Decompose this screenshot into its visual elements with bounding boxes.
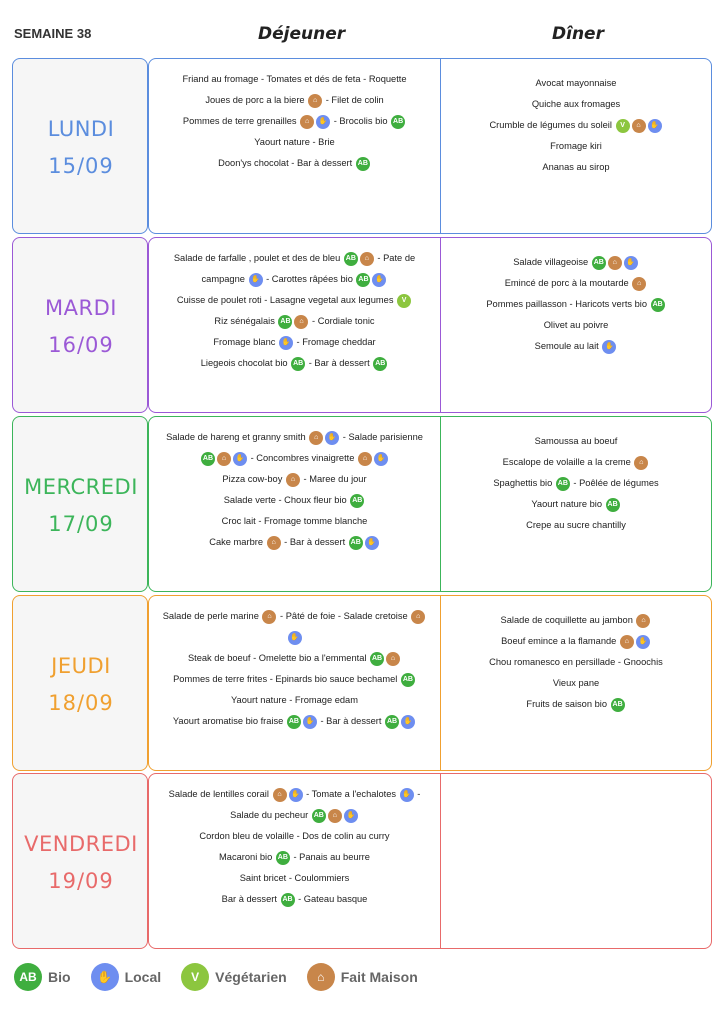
bio-icon: AB	[281, 893, 295, 907]
menu-line	[149, 448, 440, 469]
menu-line	[441, 115, 711, 136]
dish-text: Chou romanesco en persillade - Gnoochis	[489, 657, 663, 667]
local-icon: ✋	[401, 715, 415, 729]
local-icon: ✋	[602, 340, 616, 354]
legend-bio-label: Bio	[48, 969, 71, 985]
dish-text: Cuisse de poulet roti - Lasagne vegetal aux legumes	[176, 295, 397, 305]
lunch-menu-list	[149, 606, 440, 732]
dish-text: - Bar à dessert	[281, 537, 348, 547]
local-icon: ✋	[316, 115, 330, 129]
menu-line	[441, 157, 711, 178]
bio-icon: AB	[391, 115, 405, 129]
homemade-icon: ⌂	[307, 963, 335, 991]
dish-text: - Cordiale tonic	[309, 316, 375, 326]
dish-text: Yaourt nature bio	[531, 499, 605, 509]
homemade-icon: ⌂	[411, 610, 425, 624]
local-icon: ✋	[91, 963, 119, 991]
local-icon: ✋	[249, 273, 263, 287]
dish-text: Fromage kiri	[550, 141, 602, 151]
week-label: SEMAINE 38	[14, 26, 92, 41]
homemade-icon: ⌂	[300, 115, 314, 129]
dinner-column-header: Dîner	[552, 24, 604, 44]
lunch-menu-list	[149, 69, 440, 174]
dish-text: Saint bricet - Coulommiers	[239, 873, 350, 883]
dish-text: - Pate de	[374, 253, 416, 263]
menu-line	[441, 315, 711, 336]
bio-icon: AB	[592, 256, 606, 270]
menu-line	[441, 136, 711, 157]
local-icon: ✋	[344, 809, 358, 823]
bio-icon: AB	[287, 715, 301, 729]
dish-text: Semoule au lait	[534, 341, 602, 351]
dinner-menu-list	[441, 252, 711, 357]
dinner-menu-list	[441, 431, 711, 536]
menu-line	[441, 473, 711, 494]
dish-text: -	[414, 789, 421, 799]
dish-text: Salade verte - Choux fleur bio	[223, 495, 350, 505]
dinner-cell	[440, 773, 712, 949]
menu-line	[149, 248, 440, 269]
local-icon: ✋	[279, 336, 293, 350]
dish-text: - Maree du jour	[300, 474, 367, 484]
day-row-vendredi	[12, 773, 712, 952]
dish-text: - Concombres vinaigrette	[247, 453, 358, 463]
dish-text: Pommes paillasson - Haricots verts bio	[486, 299, 650, 309]
day-label-box	[12, 416, 148, 592]
menu-line	[441, 515, 711, 536]
homemade-icon: ⌂	[267, 536, 281, 550]
day-label-box	[12, 595, 148, 771]
local-icon: ✋	[325, 431, 339, 445]
local-icon: ✋	[288, 631, 302, 645]
menu-line	[441, 252, 711, 273]
menu-line	[149, 627, 440, 648]
day-row-jeudi	[12, 595, 712, 774]
homemade-icon: ⌂	[286, 473, 300, 487]
dish-text: Yaourt aromatise bio fraise	[172, 716, 286, 726]
bio-icon: AB	[401, 673, 415, 687]
menu-line	[441, 73, 711, 94]
dish-text: - Pâté de foie - Salade cretoise	[277, 611, 411, 621]
local-icon: ✋	[365, 536, 379, 550]
day-row-lundi	[12, 58, 712, 237]
day-label-box	[12, 237, 148, 413]
day-date: 18/09	[48, 691, 114, 715]
day-name: JEUDI	[51, 654, 111, 678]
vegetarian-icon: V	[616, 119, 630, 133]
menu-line	[441, 452, 711, 473]
day-date: 15/09	[48, 154, 114, 178]
lunch-cell	[148, 58, 441, 234]
dish-text: Vieux pane	[552, 678, 600, 688]
dinner-cell	[440, 595, 712, 771]
bio-icon: AB	[356, 157, 370, 171]
dish-text: Quiche aux fromages	[531, 99, 621, 109]
bio-icon: AB	[349, 536, 363, 550]
homemade-icon: ⌂	[358, 452, 372, 466]
menu-line	[441, 631, 711, 652]
dish-text: Ananas au sirop	[542, 162, 610, 172]
homemade-icon: ⌂	[217, 452, 231, 466]
dish-text: Yaourt nature - Brie	[254, 137, 335, 147]
bio-icon: AB	[350, 494, 364, 508]
menu-line	[441, 673, 711, 694]
menu-line	[149, 784, 440, 805]
bio-icon: AB	[651, 298, 665, 312]
dish-text: Fromage blanc	[213, 337, 278, 347]
day-name: VENDREDI	[24, 832, 138, 856]
day-label-box	[12, 58, 148, 234]
dish-text: Macaroni bio	[219, 852, 275, 862]
legend-vegetarian	[181, 963, 287, 991]
dish-text: Bar à dessert	[221, 894, 280, 904]
dish-text: Spaghettis bio	[493, 478, 555, 488]
dish-text: - Tomate a l'echalotes	[303, 789, 399, 799]
dish-text: Boeuf emince a la flamande	[501, 636, 619, 646]
dinner-cell	[440, 58, 712, 234]
menu-line	[149, 690, 440, 711]
menu-line	[149, 511, 440, 532]
homemade-icon: ⌂	[262, 610, 276, 624]
lunch-menu-list	[149, 248, 440, 374]
bio-icon: AB	[291, 357, 305, 371]
dish-text: Liegeois chocolat bio	[200, 358, 291, 368]
local-icon: ✋	[624, 256, 638, 270]
dinner-menu-list	[441, 73, 711, 178]
dinner-cell	[440, 237, 712, 413]
local-icon: ✋	[289, 788, 303, 802]
homemade-icon: ⌂	[632, 119, 646, 133]
local-icon: ✋	[374, 452, 388, 466]
vegetarian-icon: V	[181, 963, 209, 991]
lunch-menu-list	[149, 427, 440, 553]
menu-line	[149, 669, 440, 690]
dish-text: - Carottes râpées bio	[263, 274, 356, 284]
local-icon: ✋	[303, 715, 317, 729]
bio-icon: AB	[370, 652, 384, 666]
homemade-icon: ⌂	[273, 788, 287, 802]
bio-icon: AB	[606, 498, 620, 512]
dish-text: - Bar à dessert	[317, 716, 385, 726]
menu-line	[149, 490, 440, 511]
local-icon: ✋	[372, 273, 386, 287]
legend-local	[91, 963, 162, 991]
menu-line	[149, 868, 440, 889]
menu-line	[441, 273, 711, 294]
lunch-cell	[148, 416, 441, 592]
legend-vegetarian-label: Végétarien	[215, 969, 287, 985]
day-row-mercredi	[12, 416, 712, 595]
dinner-cell	[440, 416, 712, 592]
dish-text: - Brocolis bio	[331, 116, 391, 126]
menu-line	[149, 606, 440, 627]
bio-icon: AB	[356, 273, 370, 287]
dish-text: Pommes de terre frites - Epinards bio sauce bechamel	[173, 674, 400, 684]
homemade-icon: ⌂	[620, 635, 634, 649]
legend	[14, 962, 438, 992]
homemade-icon: ⌂	[360, 252, 374, 266]
bio-icon: AB	[14, 963, 42, 991]
day-date: 16/09	[48, 333, 114, 357]
menu-line	[149, 847, 440, 868]
homemade-icon: ⌂	[309, 431, 323, 445]
menu-line	[441, 494, 711, 515]
menu-line	[441, 336, 711, 357]
menu-line	[441, 694, 711, 715]
dish-text: Salade de perle marine	[162, 611, 262, 621]
bio-icon: AB	[373, 357, 387, 371]
homemade-icon: ⌂	[328, 809, 342, 823]
menu-line	[149, 826, 440, 847]
lunch-cell	[148, 595, 441, 771]
dinner-menu-list	[441, 610, 711, 715]
menu-line	[149, 132, 440, 153]
dish-text: campagne	[201, 274, 248, 284]
local-icon: ✋	[636, 635, 650, 649]
dish-text: Yaourt nature - Fromage edam	[231, 695, 358, 705]
dish-text: - Fromage cheddar	[293, 337, 376, 347]
menu-line	[149, 805, 440, 826]
menu-line	[149, 427, 440, 448]
day-date: 19/09	[48, 869, 114, 893]
menu-line	[149, 332, 440, 353]
day-date: 17/09	[48, 512, 114, 536]
local-icon: ✋	[233, 452, 247, 466]
homemade-icon: ⌂	[386, 652, 400, 666]
menu-line	[149, 111, 440, 132]
menu-line	[149, 153, 440, 174]
dish-text: Friand au fromage - Tomates et dés de feta - Roquette	[182, 74, 407, 84]
day-name: MARDI	[45, 296, 117, 320]
local-icon: ✋	[648, 119, 662, 133]
vegetarian-icon: V	[397, 294, 411, 308]
dish-text: - Bar à dessert	[306, 358, 373, 368]
lunch-column-header: Déjeuner	[258, 24, 346, 44]
dish-text: - Panais au beurre	[290, 852, 370, 862]
dish-text: Salade de lentilles corail	[168, 789, 272, 799]
dish-text: Crepe au sucre chantilly	[526, 520, 626, 530]
menu-line	[149, 532, 440, 553]
legend-local-label: Local	[124, 969, 162, 985]
dish-text: Cordon bleu de volaille - Dos de colin au curry	[199, 831, 390, 841]
menu-line	[441, 431, 711, 452]
menu-line	[149, 648, 440, 669]
day-row-mardi	[12, 237, 712, 416]
menu-line	[441, 652, 711, 673]
menu-line	[149, 311, 440, 332]
dish-text: Emincé de porc à la moutarde	[504, 278, 632, 288]
dish-text: Salade de farfalle , poulet et des de bleu	[173, 253, 343, 263]
homemade-icon: ⌂	[632, 277, 646, 291]
bio-icon: AB	[276, 851, 290, 865]
bio-icon: AB	[556, 477, 570, 491]
homemade-icon: ⌂	[634, 456, 648, 470]
menu-line	[441, 294, 711, 315]
menu-line	[149, 69, 440, 90]
dish-text: Pommes de terre grenailles	[182, 116, 300, 126]
day-name: LUNDI	[47, 117, 115, 141]
menu-line	[149, 269, 440, 290]
day-label-box	[12, 773, 148, 949]
dish-text: Escalope de volaille a la creme	[502, 457, 634, 467]
legend-homemade	[307, 963, 418, 991]
dish-text: - Filet de colin	[323, 95, 384, 105]
dish-text: Riz sénégalais	[214, 316, 278, 326]
local-icon: ✋	[400, 788, 414, 802]
dish-text: Joues de porc a la biere	[205, 95, 308, 105]
lunch-cell	[148, 773, 441, 949]
menu-line	[149, 889, 440, 910]
day-name: MERCREDI	[24, 475, 138, 499]
homemade-icon: ⌂	[608, 256, 622, 270]
dish-text: - Gateau basque	[295, 894, 368, 904]
bio-icon: AB	[385, 715, 399, 729]
dish-text: Salade du pecheur	[230, 810, 311, 820]
menu-line	[149, 711, 440, 732]
bio-icon: AB	[201, 452, 215, 466]
dish-text: - Poêlée de légumes	[570, 478, 659, 488]
menu-line	[149, 469, 440, 490]
dish-text: - Salade parisienne	[340, 432, 423, 442]
bio-icon: AB	[611, 698, 625, 712]
dish-text: Pizza cow-boy	[222, 474, 285, 484]
dish-text: Croc lait - Fromage tomme blanche	[221, 516, 368, 526]
menu-line	[441, 610, 711, 631]
dish-text: Fruits de saison bio	[526, 699, 610, 709]
bio-icon: AB	[344, 252, 358, 266]
dish-text: Olivet au poivre	[543, 320, 609, 330]
dish-text: Crumble de légumes du soleil	[489, 120, 615, 130]
dish-text: Cake marbre	[209, 537, 266, 547]
bio-icon: AB	[278, 315, 292, 329]
legend-bio	[14, 963, 71, 991]
dish-text: Salade villageoise	[513, 257, 591, 267]
menu-line	[441, 94, 711, 115]
menu-line	[149, 353, 440, 374]
dish-text: Steak de boeuf - Omelette bio a l'emmental	[187, 653, 370, 663]
lunch-cell	[148, 237, 441, 413]
homemade-icon: ⌂	[294, 315, 308, 329]
menu-line	[149, 90, 440, 111]
homemade-icon: ⌂	[636, 614, 650, 628]
dish-text: Avocat mayonnaise	[535, 78, 617, 88]
bio-icon: AB	[312, 809, 326, 823]
homemade-icon: ⌂	[308, 94, 322, 108]
dish-text: Samoussa au boeuf	[534, 436, 618, 446]
dish-text: Salade de coquillette au jambon	[500, 615, 636, 625]
menu-line	[149, 290, 440, 311]
dish-text: Doon'ys chocolat - Bar à dessert	[218, 158, 355, 168]
dish-text: Salade de hareng et granny smith	[166, 432, 309, 442]
legend-homemade-label: Fait Maison	[340, 969, 418, 985]
lunch-menu-list	[149, 784, 440, 910]
